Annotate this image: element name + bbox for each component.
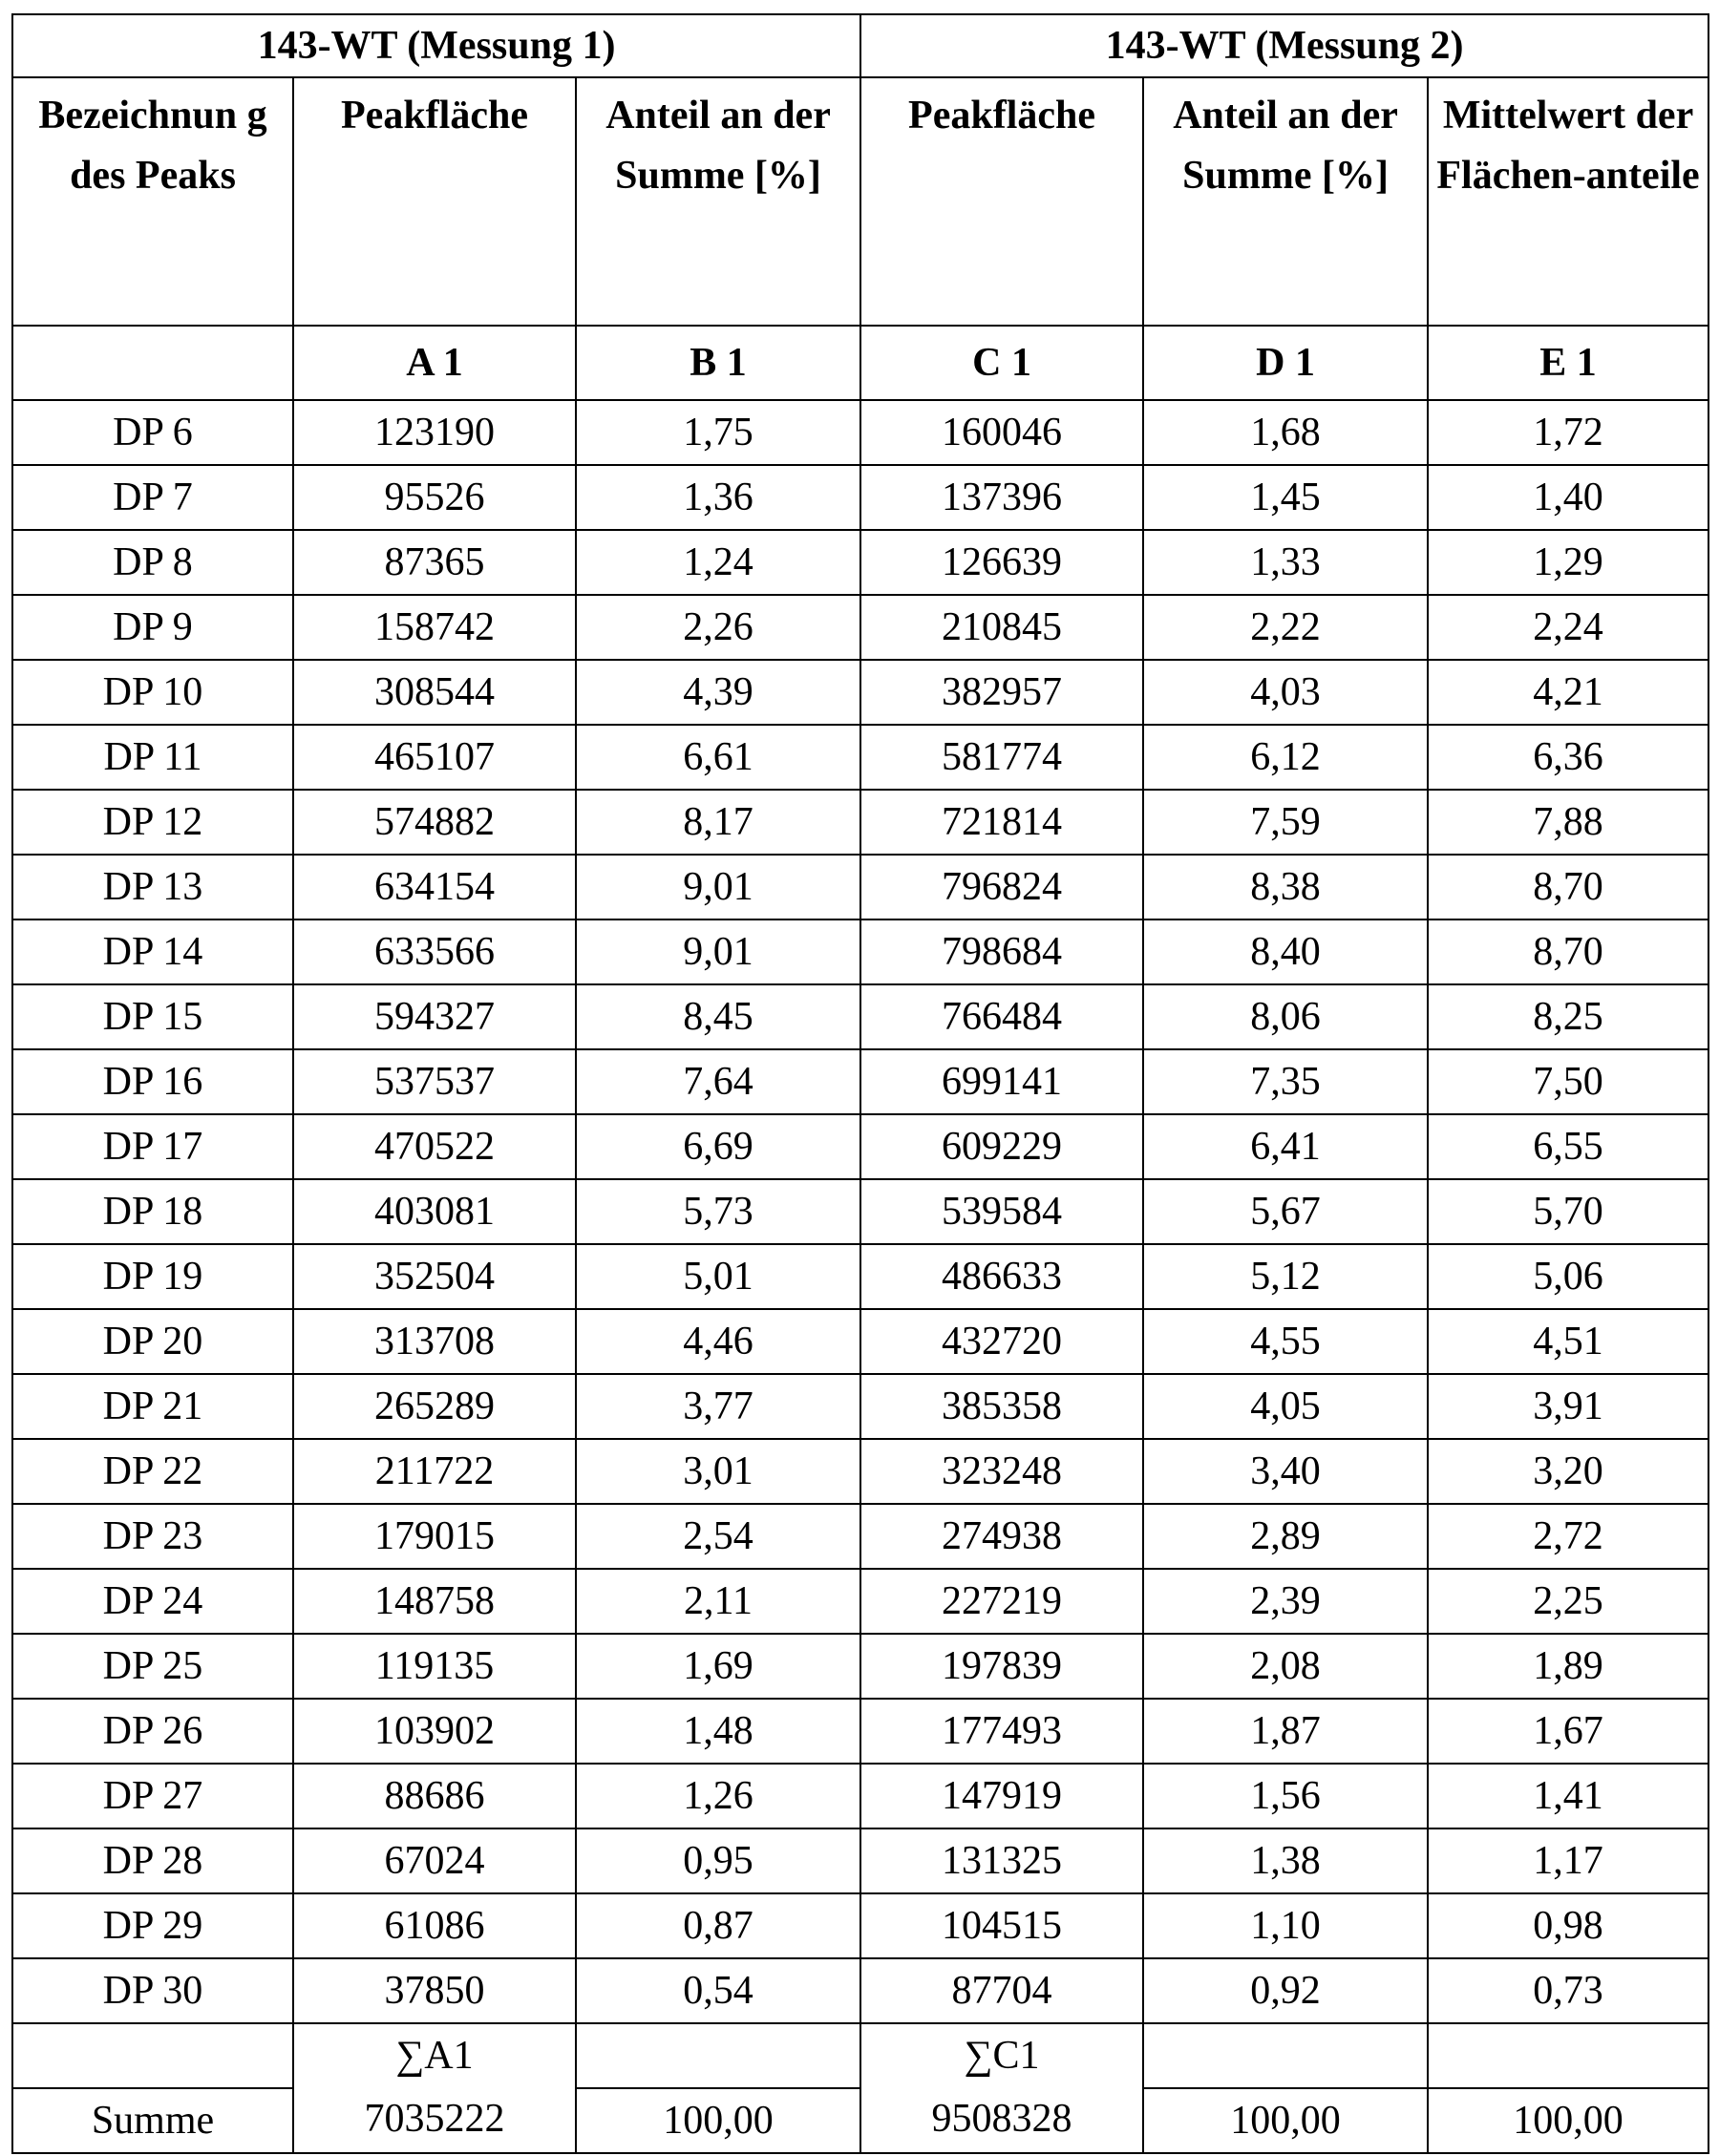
peak-area-1-cell: 67024 <box>293 1828 576 1893</box>
sum-c-cell <box>860 2023 1143 2153</box>
share-2-cell: 8,38 <box>1143 855 1428 919</box>
sum-b-value: 100,00 <box>576 2088 860 2153</box>
peak-area-2-cell: 796824 <box>860 855 1143 919</box>
sum-d-value: 100,00 <box>1143 2088 1428 2153</box>
mean-share-cell: 3,20 <box>1428 1439 1708 1504</box>
table-row <box>12 1569 1708 1634</box>
share-2-cell: 3,40 <box>1143 1439 1428 1504</box>
table-row <box>12 1699 1708 1764</box>
mean-share-cell: 2,24 <box>1428 595 1708 660</box>
peak-area-2-cell: 798684 <box>860 919 1143 984</box>
table-row <box>12 855 1708 919</box>
share-1-cell: 6,61 <box>576 725 860 790</box>
mean-share-cell: 0,98 <box>1428 1893 1708 1958</box>
group-header-messung-2: 143-WT (Messung 2) <box>860 14 1708 77</box>
peak-area-1-cell: 123190 <box>293 400 576 465</box>
column-code <box>12 326 293 400</box>
share-2-cell: 1,56 <box>1143 1764 1428 1828</box>
peak-name-cell: DP 30 <box>12 1958 293 2023</box>
peak-name-cell: DP 21 <box>12 1374 293 1439</box>
mean-share-cell: 8,70 <box>1428 919 1708 984</box>
table-row <box>12 1244 1708 1309</box>
peak-area-2-cell: 131325 <box>860 1828 1143 1893</box>
mean-share-cell: 1,40 <box>1428 465 1708 530</box>
peak-area-1-cell: 465107 <box>293 725 576 790</box>
peak-area-1-cell: 308544 <box>293 660 576 725</box>
peak-area-2-cell: 432720 <box>860 1309 1143 1374</box>
peak-area-2-cell: 609229 <box>860 1114 1143 1179</box>
peak-area-2-cell: 160046 <box>860 400 1143 465</box>
table-row <box>12 1893 1708 1958</box>
table-row <box>12 1114 1708 1179</box>
mean-share-cell: 2,25 <box>1428 1569 1708 1634</box>
share-1-cell: 2,54 <box>576 1504 860 1569</box>
mean-share-cell: 8,25 <box>1428 984 1708 1049</box>
peak-area-1-cell: 403081 <box>293 1179 576 1244</box>
share-1-cell: 4,46 <box>576 1309 860 1374</box>
peak-area-2-cell: 486633 <box>860 1244 1143 1309</box>
mean-share-cell: 4,21 <box>1428 660 1708 725</box>
column-code: C 1 <box>860 326 1143 400</box>
share-2-cell: 1,45 <box>1143 465 1428 530</box>
share-2-cell: 7,35 <box>1143 1049 1428 1114</box>
table-row <box>12 1049 1708 1114</box>
mean-share-cell: 1,29 <box>1428 530 1708 595</box>
table-row <box>12 1764 1708 1828</box>
table-row <box>12 1504 1708 1569</box>
empty-cell <box>1428 2023 1708 2088</box>
column-header: Anteil an der Summe [%] <box>1143 77 1428 326</box>
mean-share-cell: 7,88 <box>1428 790 1708 855</box>
share-2-cell: 1,38 <box>1143 1828 1428 1893</box>
peak-area-1-cell: 61086 <box>293 1893 576 1958</box>
share-1-cell: 5,73 <box>576 1179 860 1244</box>
share-1-cell: 1,24 <box>576 530 860 595</box>
peak-area-2-cell: 147919 <box>860 1764 1143 1828</box>
share-1-cell: 5,01 <box>576 1244 860 1309</box>
peak-area-2-cell: 323248 <box>860 1439 1143 1504</box>
peak-name-cell: DP 13 <box>12 855 293 919</box>
peak-name-cell: DP 10 <box>12 660 293 725</box>
mean-share-cell: 1,89 <box>1428 1634 1708 1699</box>
peak-area-2-cell: 385358 <box>860 1374 1143 1439</box>
share-2-cell: 0,92 <box>1143 1958 1428 2023</box>
share-1-cell: 7,64 <box>576 1049 860 1114</box>
peak-area-1-cell: 179015 <box>293 1504 576 1569</box>
peak-name-cell: DP 25 <box>12 1634 293 1699</box>
share-2-cell: 7,59 <box>1143 790 1428 855</box>
share-1-cell: 4,39 <box>576 660 860 725</box>
share-1-cell: 9,01 <box>576 919 860 984</box>
peak-area-1-cell: 633566 <box>293 919 576 984</box>
peak-name-cell: DP 26 <box>12 1699 293 1764</box>
share-1-cell: 1,75 <box>576 400 860 465</box>
peak-name-cell: DP 15 <box>12 984 293 1049</box>
mean-share-cell: 0,73 <box>1428 1958 1708 2023</box>
column-code: A 1 <box>293 326 576 400</box>
share-2-cell: 4,05 <box>1143 1374 1428 1439</box>
mean-share-cell: 3,91 <box>1428 1374 1708 1439</box>
peak-area-table <box>11 13 1709 2154</box>
peak-area-1-cell: 103902 <box>293 1699 576 1764</box>
column-header: Peakfläche <box>860 77 1143 326</box>
group-header-row <box>12 14 1708 77</box>
share-2-cell: 1,68 <box>1143 400 1428 465</box>
table-row <box>12 530 1708 595</box>
peak-area-2-cell: 104515 <box>860 1893 1143 1958</box>
share-1-cell: 1,26 <box>576 1764 860 1828</box>
peak-area-1-cell: 537537 <box>293 1049 576 1114</box>
table-row <box>12 1309 1708 1374</box>
peak-name-cell: DP 7 <box>12 465 293 530</box>
share-1-cell: 2,26 <box>576 595 860 660</box>
column-header: Bezeichnun g des Peaks <box>12 77 293 326</box>
mean-share-cell: 8,70 <box>1428 855 1708 919</box>
peak-area-2-cell: 382957 <box>860 660 1143 725</box>
share-2-cell: 8,40 <box>1143 919 1428 984</box>
table-row <box>12 1374 1708 1439</box>
table-row <box>12 790 1708 855</box>
peak-area-2-cell: 210845 <box>860 595 1143 660</box>
column-code-row <box>12 326 1708 400</box>
peak-area-2-cell: 137396 <box>860 465 1143 530</box>
share-2-cell: 1,87 <box>1143 1699 1428 1764</box>
share-1-cell: 8,17 <box>576 790 860 855</box>
table-row <box>12 1958 1708 2023</box>
share-2-cell: 2,08 <box>1143 1634 1428 1699</box>
column-header-row <box>12 77 1708 326</box>
mean-share-cell: 6,36 <box>1428 725 1708 790</box>
sum-label: Summe <box>12 2088 293 2153</box>
column-code: D 1 <box>1143 326 1428 400</box>
table-row <box>12 400 1708 465</box>
peak-area-2-cell: 87704 <box>860 1958 1143 2023</box>
share-1-cell: 1,69 <box>576 1634 860 1699</box>
table-row <box>12 465 1708 530</box>
share-2-cell: 1,33 <box>1143 530 1428 595</box>
share-1-cell: 0,87 <box>576 1893 860 1958</box>
peak-name-cell: DP 9 <box>12 595 293 660</box>
table-row <box>12 984 1708 1049</box>
peak-area-1-cell: 158742 <box>293 595 576 660</box>
share-1-cell: 0,95 <box>576 1828 860 1893</box>
peak-area-2-cell: 699141 <box>860 1049 1143 1114</box>
mean-share-cell: 5,70 <box>1428 1179 1708 1244</box>
share-1-cell: 3,01 <box>576 1439 860 1504</box>
share-1-cell: 0,54 <box>576 1958 860 2023</box>
peak-area-1-cell: 313708 <box>293 1309 576 1374</box>
mean-share-cell: 7,50 <box>1428 1049 1708 1114</box>
peak-name-cell: DP 27 <box>12 1764 293 1828</box>
peak-area-1-cell: 265289 <box>293 1374 576 1439</box>
column-header: Anteil an der Summe [%] <box>576 77 860 326</box>
table-row <box>12 1439 1708 1504</box>
peak-name-cell: DP 12 <box>12 790 293 855</box>
peak-name-cell: DP 14 <box>12 919 293 984</box>
peak-name-cell: DP 22 <box>12 1439 293 1504</box>
mean-share-cell: 1,72 <box>1428 400 1708 465</box>
table-row <box>12 595 1708 660</box>
peak-area-1-cell: 574882 <box>293 790 576 855</box>
peak-area-1-cell: 352504 <box>293 1244 576 1309</box>
peak-name-cell: DP 29 <box>12 1893 293 1958</box>
share-2-cell: 2,89 <box>1143 1504 1428 1569</box>
peak-area-1-cell: 37850 <box>293 1958 576 2023</box>
sigma-row <box>12 2023 1708 2088</box>
share-1-cell: 9,01 <box>576 855 860 919</box>
table-row <box>12 725 1708 790</box>
peak-name-cell: DP 11 <box>12 725 293 790</box>
share-2-cell: 2,39 <box>1143 1569 1428 1634</box>
peak-name-cell: DP 23 <box>12 1504 293 1569</box>
mean-share-cell: 5,06 <box>1428 1244 1708 1309</box>
mean-share-cell: 2,72 <box>1428 1504 1708 1569</box>
peak-name-cell: DP 19 <box>12 1244 293 1309</box>
peak-area-1-cell: 470522 <box>293 1114 576 1179</box>
share-1-cell: 3,77 <box>576 1374 860 1439</box>
peak-area-1-cell: 87365 <box>293 530 576 595</box>
share-1-cell: 8,45 <box>576 984 860 1049</box>
column-code: E 1 <box>1428 326 1708 400</box>
column-header: Peakfläche <box>293 77 576 326</box>
share-2-cell: 4,55 <box>1143 1309 1428 1374</box>
column-code: B 1 <box>576 326 860 400</box>
empty-cell <box>1143 2023 1428 2088</box>
table-row <box>12 1828 1708 1893</box>
peak-area-1-cell: 95526 <box>293 465 576 530</box>
sum-c-value: 9508328 <box>861 2087 1142 2150</box>
peak-area-2-cell: 227219 <box>860 1569 1143 1634</box>
column-header: Mittelwert der Flächen-anteile <box>1428 77 1708 326</box>
peak-name-cell: DP 6 <box>12 400 293 465</box>
share-2-cell: 2,22 <box>1143 595 1428 660</box>
mean-share-cell: 6,55 <box>1428 1114 1708 1179</box>
share-1-cell: 6,69 <box>576 1114 860 1179</box>
peak-name-cell: DP 17 <box>12 1114 293 1179</box>
table-row <box>12 660 1708 725</box>
share-1-cell: 2,11 <box>576 1569 860 1634</box>
peak-name-cell: DP 20 <box>12 1309 293 1374</box>
peak-area-2-cell: 581774 <box>860 725 1143 790</box>
sum-a-value: 7035222 <box>294 2087 575 2150</box>
share-2-cell: 5,12 <box>1143 1244 1428 1309</box>
peak-area-2-cell: 721814 <box>860 790 1143 855</box>
peak-name-cell: DP 8 <box>12 530 293 595</box>
share-2-cell: 6,12 <box>1143 725 1428 790</box>
share-2-cell: 1,10 <box>1143 1893 1428 1958</box>
mean-share-cell: 1,17 <box>1428 1828 1708 1893</box>
peak-name-cell: DP 28 <box>12 1828 293 1893</box>
peak-area-1-cell: 594327 <box>293 984 576 1049</box>
peak-area-2-cell: 539584 <box>860 1179 1143 1244</box>
sum-e-value: 100,00 <box>1428 2088 1708 2153</box>
peak-area-2-cell: 177493 <box>860 1699 1143 1764</box>
share-2-cell: 4,03 <box>1143 660 1428 725</box>
share-2-cell: 5,67 <box>1143 1179 1428 1244</box>
peak-area-2-cell: 197839 <box>860 1634 1143 1699</box>
empty-cell <box>576 2023 860 2088</box>
peak-area-1-cell: 634154 <box>293 855 576 919</box>
peak-area-1-cell: 88686 <box>293 1764 576 1828</box>
share-1-cell: 1,48 <box>576 1699 860 1764</box>
peak-area-2-cell: 126639 <box>860 530 1143 595</box>
peak-area-2-cell: 766484 <box>860 984 1143 1049</box>
peak-area-1-cell: 119135 <box>293 1634 576 1699</box>
peak-area-2-cell: 274938 <box>860 1504 1143 1569</box>
peak-area-1-cell: 211722 <box>293 1439 576 1504</box>
peak-name-cell: DP 24 <box>12 1569 293 1634</box>
peak-name-cell: DP 16 <box>12 1049 293 1114</box>
empty-cell <box>12 2023 293 2088</box>
mean-share-cell: 1,41 <box>1428 1764 1708 1828</box>
table-row <box>12 1179 1708 1244</box>
mean-share-cell: 4,51 <box>1428 1309 1708 1374</box>
share-2-cell: 8,06 <box>1143 984 1428 1049</box>
group-header-messung-1: 143-WT (Messung 1) <box>12 14 860 77</box>
peak-name-cell: DP 18 <box>12 1179 293 1244</box>
table-row <box>12 1634 1708 1699</box>
mean-share-cell: 1,67 <box>1428 1699 1708 1764</box>
sum-a-cell <box>293 2023 576 2153</box>
sigma-a-label: ∑A1 <box>294 2024 575 2087</box>
share-2-cell: 6,41 <box>1143 1114 1428 1179</box>
table-row <box>12 919 1708 984</box>
sigma-c-label: ∑C1 <box>861 2024 1142 2087</box>
share-1-cell: 1,36 <box>576 465 860 530</box>
peak-area-1-cell: 148758 <box>293 1569 576 1634</box>
